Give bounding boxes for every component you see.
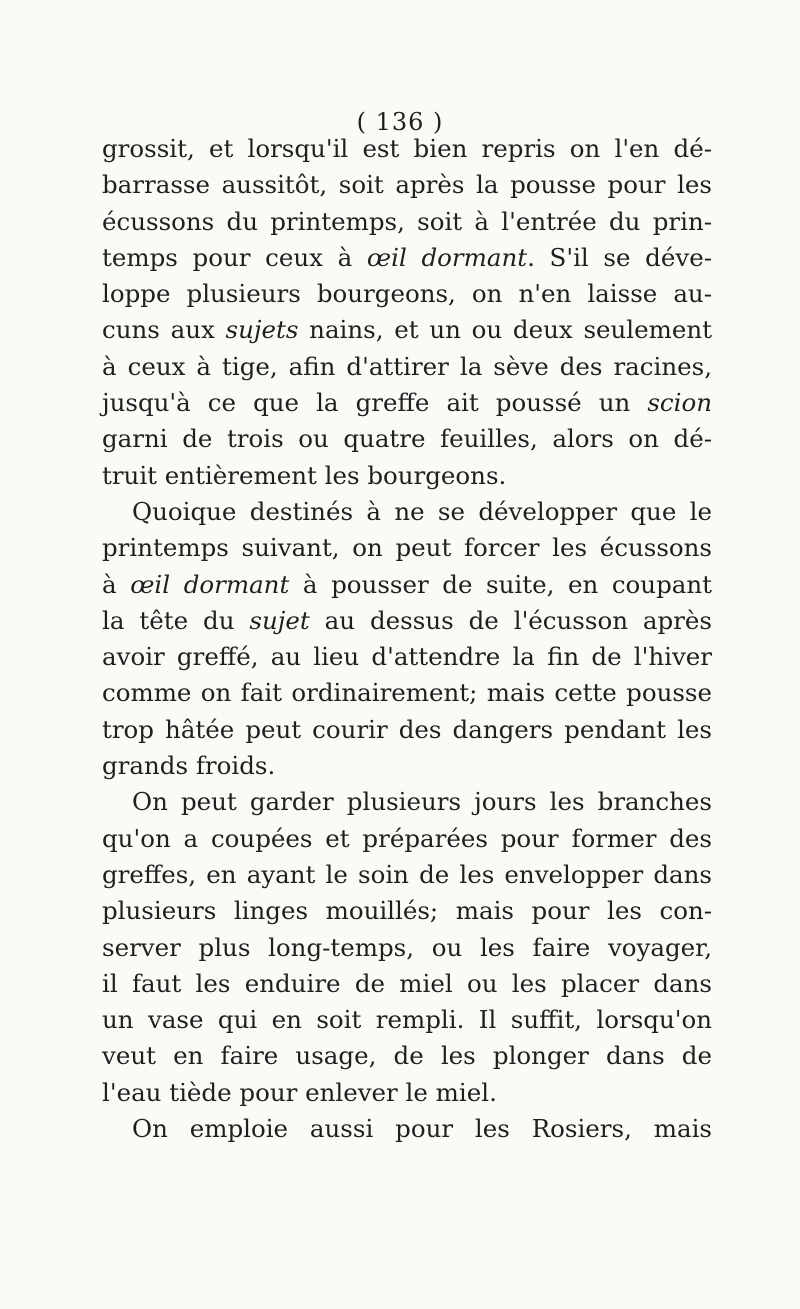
text-line: un vase qui en soit rempli. Il suffit, lorsqu'on	[102, 1005, 712, 1035]
text-line: qu'on a coupées et préparées pour former des	[102, 823, 712, 853]
text-line: il faut les enduire de miel ou les placer dans	[102, 968, 712, 998]
text-line: server plus long-temps, ou les faire voyager,	[102, 932, 712, 962]
text-line: comme on fait ordinairement; mais cette pousse	[102, 678, 712, 708]
paragraph-3	[102, 784, 712, 1111]
text-line: grossit, et lorsqu'il est bien repris on l'en dé-	[102, 134, 712, 163]
text-line: garni de trois ou quatre feuilles, alors on dé-	[102, 424, 712, 454]
text-line: printemps suivant, on peut forcer les écussons	[102, 533, 712, 563]
paragraph-1	[102, 131, 712, 494]
text-line: On peut garder plusieurs jours les branches	[132, 787, 712, 817]
page-number: ( 136 )	[356, 108, 444, 136]
text-line: grands froids.	[102, 751, 276, 781]
text-line: la tête du sujet au dessus de l'écusson après	[102, 605, 712, 635]
text-line: trop hâtée peut courir des dangers pendant les	[102, 714, 712, 744]
paragraph-2	[102, 494, 712, 784]
text-line: greffes, en ayant le soin de les envelopper dans	[102, 859, 712, 889]
text-line: veut en faire usage, de les plonger dans de	[102, 1041, 712, 1071]
body-text	[102, 131, 712, 1147]
text-line: truit entièrement les bourgeons.	[102, 460, 507, 490]
text-line: avoir greffé, au lieu d'attendre la fin de l'hiver	[102, 642, 712, 672]
text-line: On emploie aussi pour les Rosiers, mais	[132, 1114, 712, 1144]
text-line: à ceux à tige, afin d'attirer la sève des racines,	[102, 351, 712, 381]
text-line: jusqu'à ce que la greffe ait poussé un scion	[102, 388, 712, 418]
text-line: barrasse aussitôt, soit après la pousse pour les	[102, 170, 712, 200]
text-line: Quoique destinés à ne se développer que le	[132, 496, 712, 526]
text-line: l'eau tiède pour enlever le miel.	[102, 1077, 497, 1107]
text-line: plusieurs linges mouillés; mais pour les con-	[102, 896, 712, 926]
text-line: à œil dormant à pousser de suite, en coupant	[102, 569, 712, 599]
text-line: temps pour ceux à œil dormant. S'il se déve-	[102, 242, 712, 272]
text-line: loppe plusieurs bourgeons, on n'en laisse au-	[102, 279, 712, 309]
paragraph-4	[102, 1111, 712, 1147]
text-line: cuns aux sujets nains, et un ou deux seulement	[102, 315, 712, 345]
text-line: écussons du printemps, soit à l'entrée du prin-	[102, 206, 712, 236]
